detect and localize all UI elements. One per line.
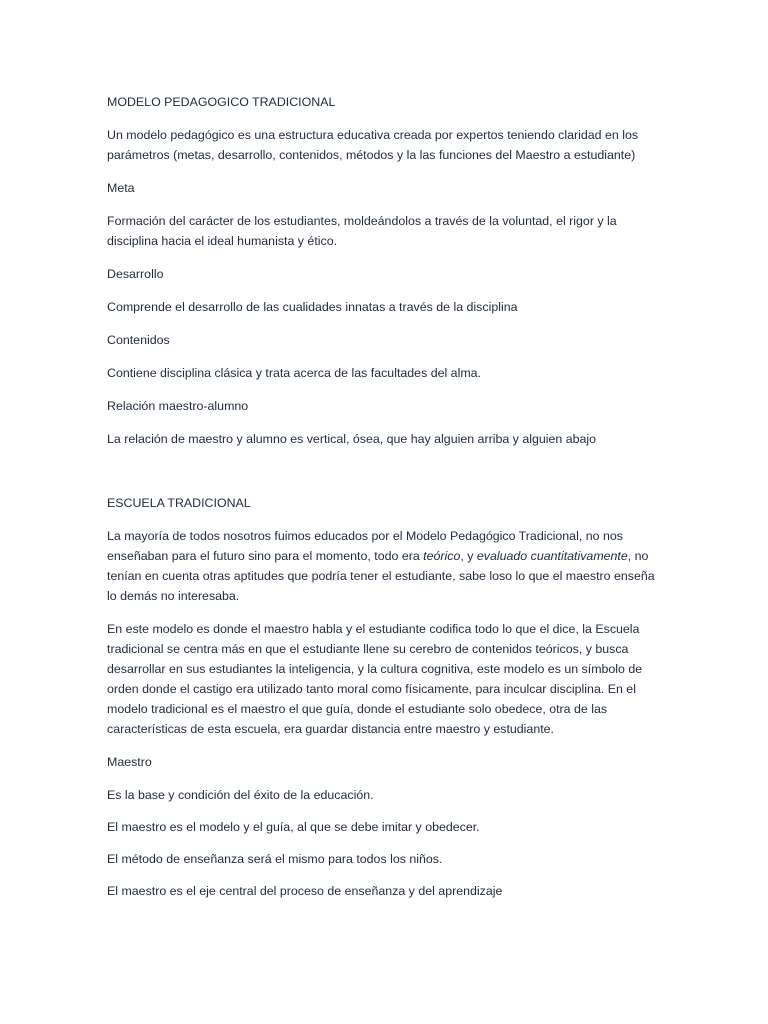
- heading-maestro: Maestro: [107, 755, 152, 769]
- text-span: La mayoría de todos nosotros fuimos educados por el: [107, 529, 406, 543]
- italic-phrase-evaluado: evaluado cuantitativamente: [476, 549, 628, 563]
- section-title-modelo: MODELO PEDAGOGICO TRADICIONAL: [107, 95, 336, 109]
- meta-paragraph: Formación del carácter de los estudiantes, moldeándolos a través de la voluntad, el rigor y la disciplina hacia el ideal humanista y ético.: [107, 214, 617, 248]
- contenidos-paragraph: Contiene disciplina clásica y trata acerca de las facultades del alma.: [107, 366, 481, 380]
- text-span: , no tenían en cuenta otras aptitudes que podría tener el estudiante, sabe loso lo que el maestro enseña lo demás no interesaba.: [107, 549, 655, 603]
- heading-relacion: Relación maestro-alumno: [107, 399, 249, 413]
- relacion-paragraph: La relación de maestro y alumno es vertical, ósea, que hay alguien arriba y alguien abajo: [107, 432, 597, 446]
- document-page: [107, 92, 667, 913]
- text-span: , no nos enseñaban para el futuro sino para el momento, todo era: [107, 529, 623, 563]
- maestro-item: Es la base y condición del éxito de la educación.: [107, 788, 374, 802]
- section-title-escuela: ESCUELA TRADICIONAL: [107, 496, 251, 510]
- bold-phrase: Modelo Pedagógico Tradicional: [405, 529, 579, 543]
- desarrollo-paragraph: Comprende el desarrollo de las cualidades innatas a través de la disciplina: [107, 300, 518, 314]
- section-spacer: [107, 462, 667, 493]
- escuela-paragraph-1: [107, 526, 667, 606]
- heading-meta: Meta: [107, 181, 135, 195]
- maestro-item: El método de enseñanza será el mismo para todos los niños.: [107, 852, 443, 866]
- heading-desarrollo: Desarrollo: [107, 267, 164, 281]
- italic-phrase-teorico: teórico: [423, 549, 461, 563]
- escuela-paragraph-2: En este modelo es donde el maestro habla y el estudiante codifica todo lo que el dice, la Escuela tradicional se centra más en que el estudiante llene su cerebro de contenidos teóricos, y busca desarrollar en sus estudiantes la inteligencia, y la cultura cognitiva, este modelo es un símbolo de orden donde el castigo era utilizado tanto moral como físicamente, para inculcar disciplina. En el modelo tradicional es el maestro el que guía, donde el estudiante solo obedece, otra de las características de esta escuela, era guardar distancia entre maestro y estudiante.: [107, 622, 643, 736]
- maestro-item: El maestro es el modelo y el guía, al que se debe imitar y obedecer.: [107, 820, 480, 834]
- intro-paragraph: Un modelo pedagógico es una estructura educativa creada por expertos teniendo claridad en los parámetros (metas, desarrollo, contenidos, métodos y la las funciones del Maestro a estudiante): [107, 128, 639, 162]
- maestro-item: El maestro es el eje central del proceso de enseñanza y del aprendizaje: [107, 884, 503, 898]
- text-span: , y: [460, 549, 477, 563]
- heading-contenidos: Contenidos: [107, 333, 170, 347]
